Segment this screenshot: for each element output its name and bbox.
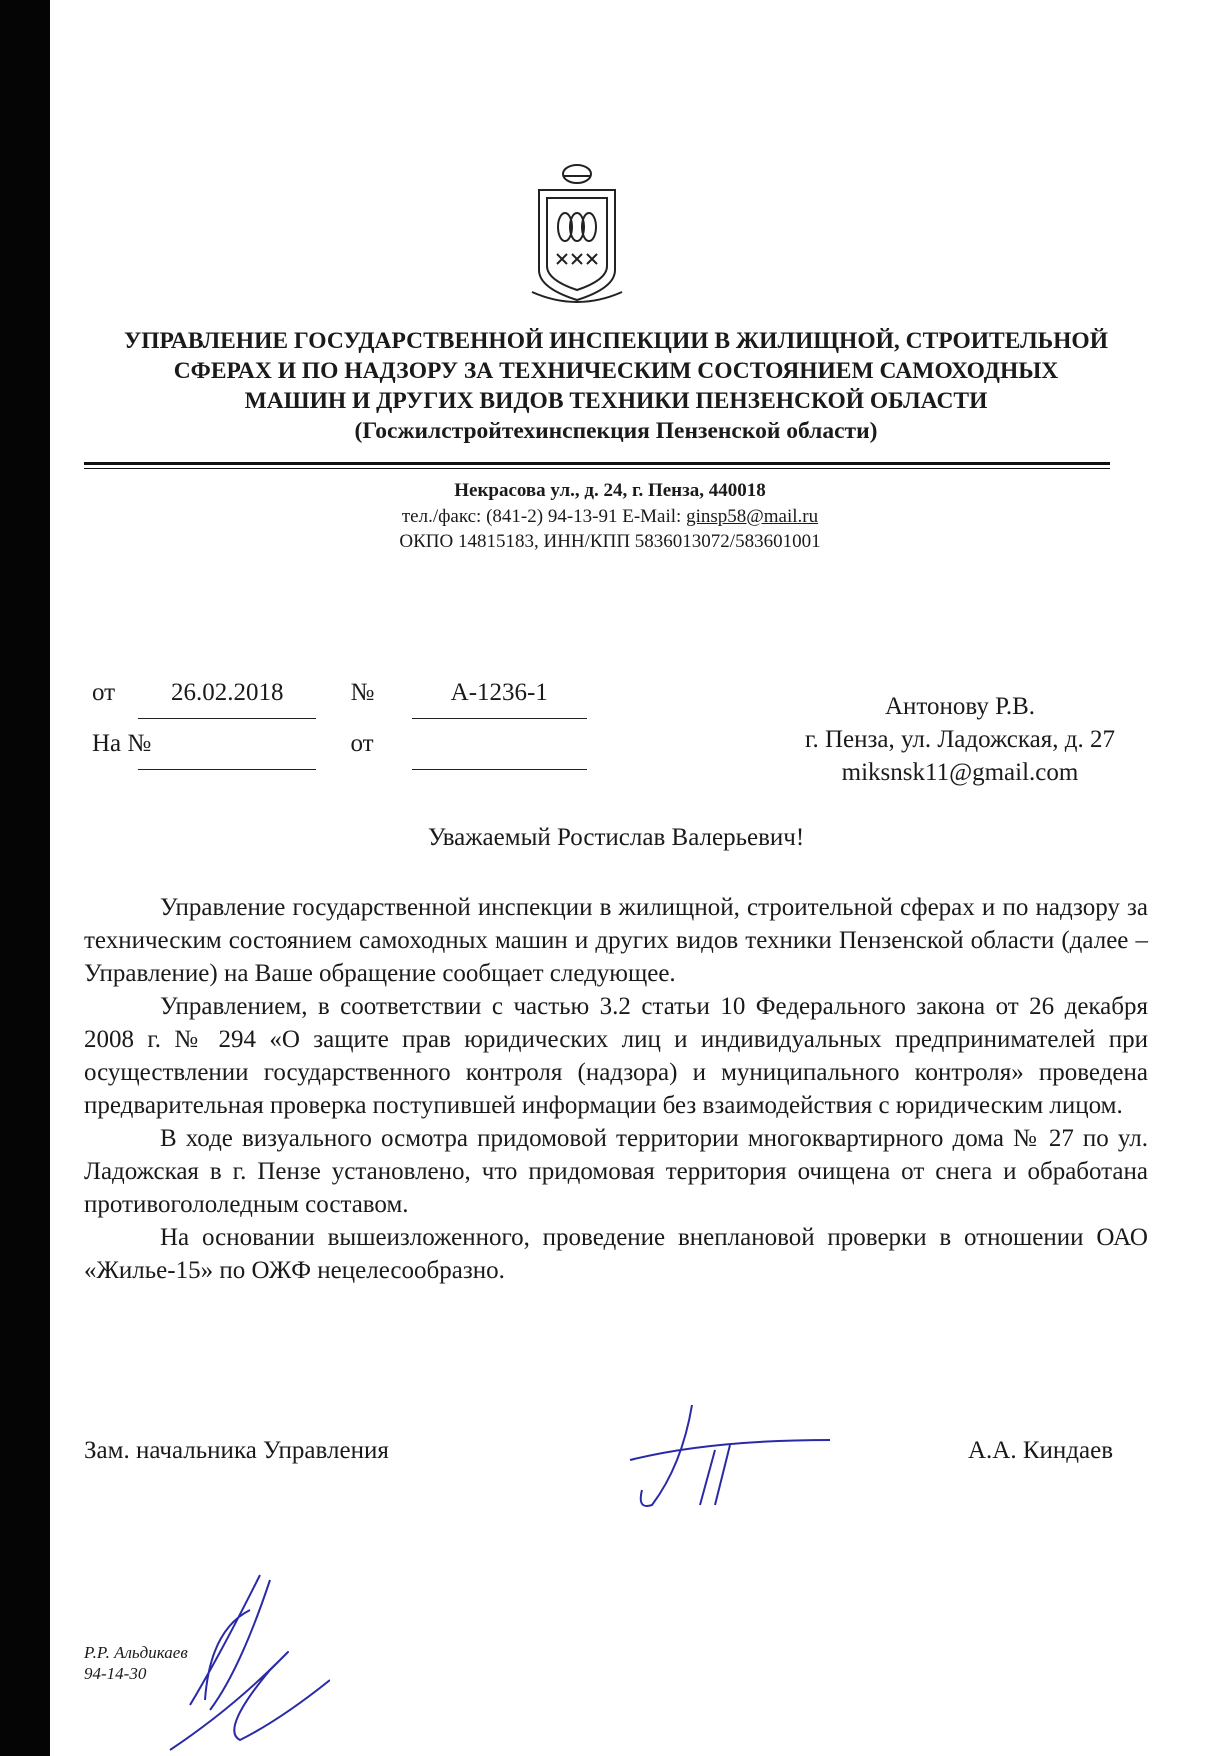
phone-text: тел./факс: (841-2) 94-13-91 E-Mail: bbox=[401, 505, 687, 527]
email-link[interactable]: ginsp58@mail.ru bbox=[686, 505, 819, 527]
executor-name: Р.Р. Альдикаев bbox=[84, 1643, 188, 1662]
recipient-email: miksnsk11@gmail.com bbox=[841, 759, 1079, 786]
scan-edge bbox=[0, 0, 50, 1756]
ref-from-label: от bbox=[350, 730, 374, 757]
document-date: 26.02.2018 bbox=[138, 668, 316, 719]
recipient-address: г. Пенза, ул. Ладожская, д. 27 bbox=[805, 726, 1115, 753]
document-number: А-1236-1 bbox=[412, 668, 587, 719]
header-line: (Госжилстройтехинспекция Пензенской области) bbox=[354, 418, 878, 444]
organization-header bbox=[84, 326, 1148, 446]
contact-line bbox=[300, 504, 920, 530]
registry-codes: ОКПО 14815183, ИНН/КПП 5836013072/583601001 bbox=[399, 531, 821, 552]
header-line: СФЕРАХ И ПО НАДЗОРУ ЗА ТЕХНИЧЕСКИМ СОСТОЯНИЕМ САМОХОДНЫХ bbox=[173, 358, 1059, 384]
registration-block bbox=[92, 668, 587, 770]
header-line: МАШИН И ДРУГИХ ВИДОВ ТЕХНИКИ ПЕНЗЕНСКОЙ ОБЛАСТИ bbox=[244, 388, 988, 414]
letter-body bbox=[84, 891, 1148, 1287]
signer-position: Зам. начальника Управления bbox=[84, 1437, 389, 1464]
executor-phone: 94-14-30 bbox=[84, 1664, 147, 1683]
street-address: Некрасова ул., д. 24, г. Пенза, 440018 bbox=[454, 480, 766, 501]
from-label: от bbox=[92, 679, 116, 706]
paragraph: Управление государственной инспекции в жилищной, строительной сферах и по надзору за техническим состоянием самоходных машин и других видов техники Пензенской области (далее – Управление) на Ваше обращение сообщает следующее. bbox=[84, 894, 1148, 987]
ref-label: На № bbox=[92, 730, 152, 757]
greeting: Уважаемый Ростислав Валерьевич! bbox=[427, 824, 805, 851]
header-divider bbox=[84, 462, 1110, 465]
paragraph: В ходе визуального осмотра придомовой территории многоквартирного дома № 27 по ул. Ладожская в г. Пензе установлено, что придомовая территория очищена от снега и обработана противогололедным составом. bbox=[84, 1125, 1148, 1218]
organization-address bbox=[300, 478, 920, 555]
recipient-name: Антонову Р.В. bbox=[884, 693, 1036, 720]
header-line: УПРАВЛЕНИЕ ГОСУДАРСТВЕННОЙ ИНСПЕКЦИИ В ЖИЛИЩНОЙ, СТРОИТЕЛЬНОЙ bbox=[124, 328, 1108, 354]
paragraph: Управлением, в соответствии с частью 3.2 статьи 10 Федерального закона от 26 декабря 2008 г. № 294 «О защите прав юридических лиц и индивидуальных предпринимателей при осуществлении государственного контроля (надзора) и муниципального контроля» проведена предварительная проверка поступившей информации без взаимодействия с юридическим лицом. bbox=[84, 993, 1148, 1119]
signer-name: А.А. Киндаев bbox=[968, 1437, 1114, 1464]
number-label: № bbox=[350, 679, 375, 706]
paragraph: На основании вышеизложенного, проведение внеплановой проверки в отношении ОАО «Жилье-15» по ОЖФ нецелесообразно. bbox=[84, 1224, 1148, 1284]
coat-of-arms-emblem bbox=[527, 162, 627, 312]
recipient-block bbox=[700, 690, 1219, 789]
handwritten-signature bbox=[620, 1395, 840, 1515]
header-divider-thin bbox=[84, 468, 1110, 469]
executor-signature bbox=[150, 1570, 330, 1756]
ref-number bbox=[138, 719, 316, 770]
ref-date bbox=[412, 719, 587, 770]
